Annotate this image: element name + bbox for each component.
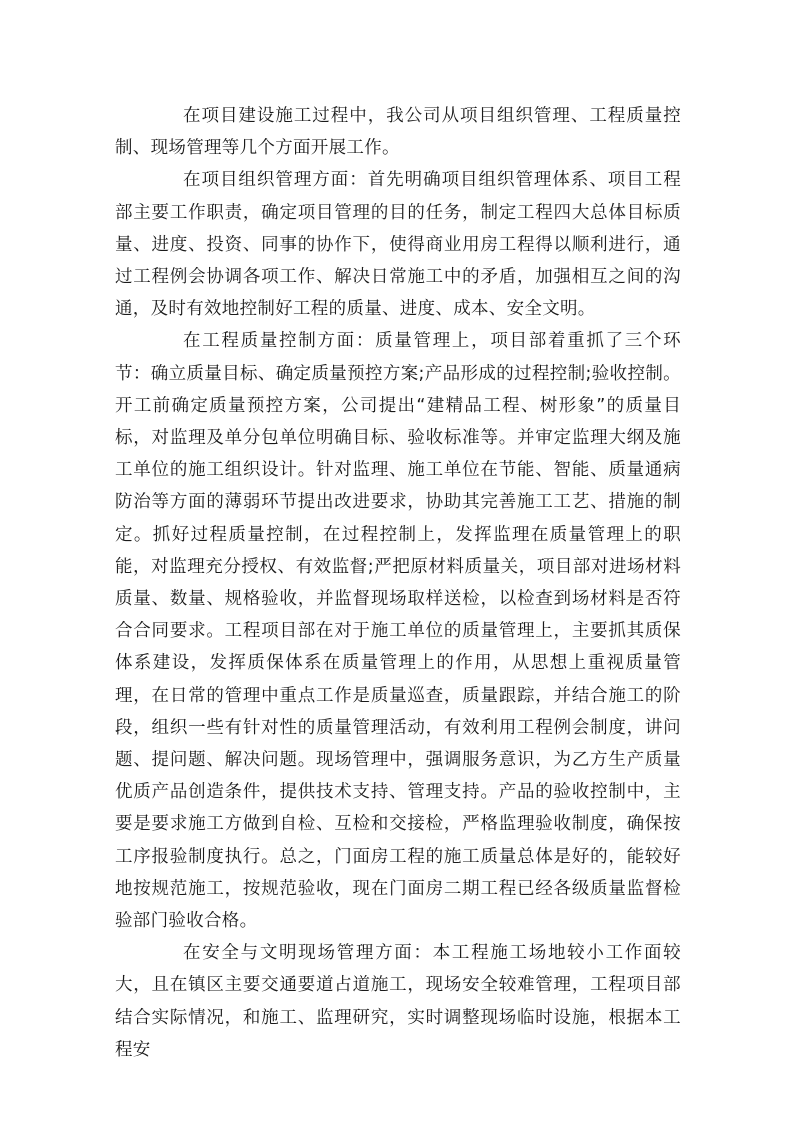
paragraph-quality-control: 在工程质量控制方面：质量管理上，项目部着重抓了三个环节：确立质量目标、确定质量预控方案;产品形成的过程控制;验收控制。开工前确定质量预控方案，公司提出“建精品工程、树形象”的质量目标，对监理及单分包单位明确目标、验收标准等。并审定监理大纲及施工单位的施工组织设计。针对监理、施工单位在节能、智能、质量通病防治等方面的薄弱环节提出改进要求，协助其完善施工工艺、措施的制定。抓好过程质量控制，在过程控制上，发挥监理在质量管理上的职能，对监理充分授权、有效监督;严把原材料质量关，项目部对进场材料质量、数量、规格验收，并监督现场取样送检，以检查到场材料是否符合合同要求。工程项目部在对于施工单位的质量管理上，主要抓其质保体系建设，发挥质保体系在质量管理上的作用，从思想上重视质量管理，在日常的管理中重点工作是质量巡查，质量跟踪，并结合施工的阶段，组织一些有针对性的质量管理活动，有效利用工程例会制度，讲问题、提问题、解决问题。现场管理中，强调服务意识，为乙方生产质量优质产品创造条件，提供技术支持、管理支持。产品的验收控制中，主要是要求施工方做到自检、互检和交接检，严格监理验收制度，确保按工序报验制度执行。总之，门面房工程的施工质量总体是好的，能较好地按规范施工，按规范验收，现在门面房二期工程已经各级质量监督检验部门验收合格。 [115, 331, 681, 932]
paragraph-safety-civilized-site: 在安全与文明现场管理方面：本工程施工场地较小工作面较大，且在镇区主要交通要道占道施工，现场安全较难管理，工程项目部结合实际情况，和施工、监理研究，实时调整现场临时设施，根据本工程安 [115, 943, 681, 1060]
document-body [115, 100, 681, 1066]
paragraph-intro: 在项目建设施工过程中，我公司从项目组织管理、工程质量控制、现场管理等几个方面开展工作。 [115, 106, 681, 159]
paragraph-organization-management: 在项目组织管理方面：首先明确项目组织管理体系、项目工程部主要工作职责，确定项目管理的目的任务，制定工程四大总体目标质量、进度、投资、同事的协作下，使得商业用房工程得以顺利进行，通过工程例会协调各项工作、解决日常施工中的矛盾，加强相互之间的沟通，及时有效地控制好工程的质量、进度、成本、安全文明。 [115, 170, 681, 320]
